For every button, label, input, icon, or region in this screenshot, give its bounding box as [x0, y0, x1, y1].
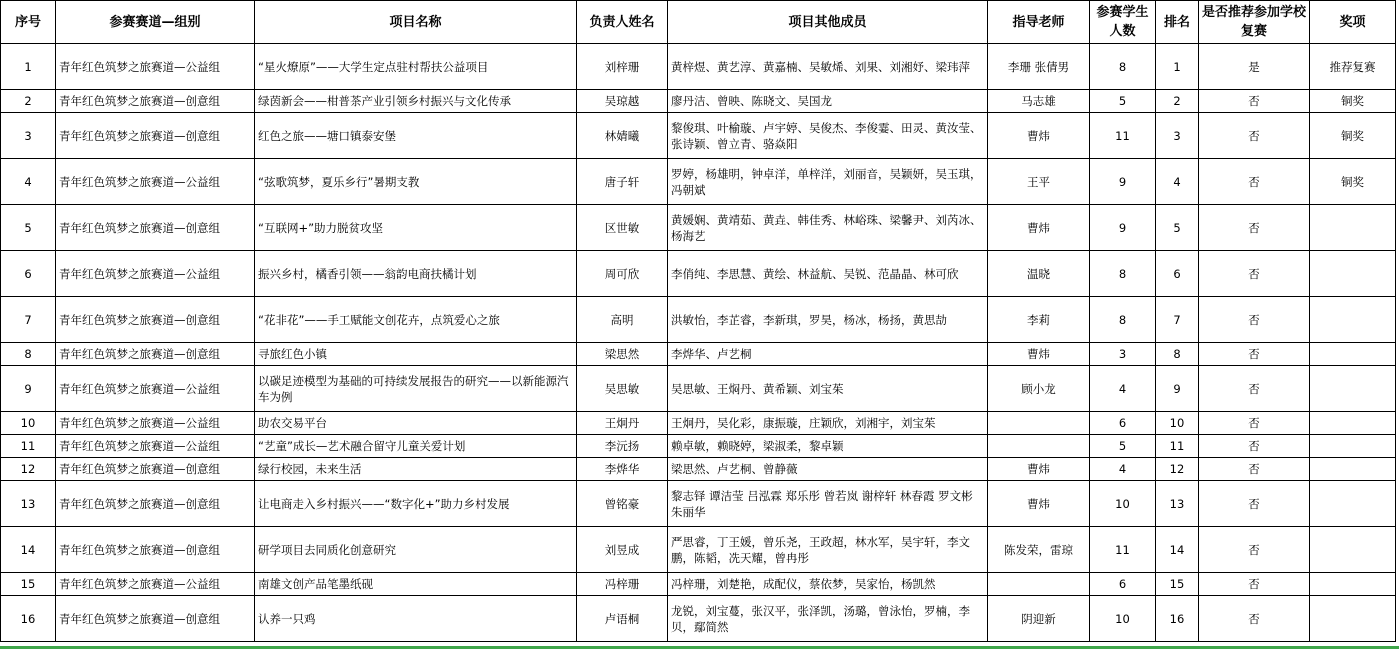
cell-rank[interactable]: 9 [1156, 366, 1199, 412]
cell-recommend[interactable]: 否 [1199, 251, 1310, 297]
cell-members[interactable]: 王炯丹，吴化彩，康振璇，庄颖欣，刘湘宇，刘宝茱 [668, 412, 988, 435]
cell-award[interactable]: 推荐复赛 [1310, 44, 1396, 90]
cell-track[interactable]: 青年红色筑梦之旅赛道—公益组 [56, 159, 255, 205]
cell-track[interactable]: 青年红色筑梦之旅赛道—公益组 [56, 44, 255, 90]
cell-track[interactable]: 青年红色筑梦之旅赛道—公益组 [56, 435, 255, 458]
cell-count[interactable]: 10 [1090, 481, 1156, 527]
table-row [1, 435, 1396, 458]
cell-project[interactable]: 红色之旅——塘口镇泰安堡 [255, 113, 577, 159]
cell-advisor[interactable]: 曹炜 [988, 113, 1090, 159]
cell-award[interactable] [1310, 343, 1396, 366]
cell-leader[interactable]: 刘昱成 [577, 527, 668, 573]
cell-count[interactable]: 9 [1090, 205, 1156, 251]
cell-advisor[interactable]: 李珊 张倩男 [988, 44, 1090, 90]
cell-leader[interactable]: 吴琼越 [577, 90, 668, 113]
table-row [1, 251, 1396, 297]
cell-advisor[interactable]: 曹炜 [988, 481, 1090, 527]
cell-count[interactable]: 4 [1090, 458, 1156, 481]
cell-count[interactable]: 10 [1090, 596, 1156, 642]
cell-leader[interactable]: 曾铭豪 [577, 481, 668, 527]
cell-recommend[interactable]: 否 [1199, 113, 1310, 159]
cell-leader[interactable]: 唐子轩 [577, 159, 668, 205]
cell-rank[interactable]: 3 [1156, 113, 1199, 159]
cell-members[interactable]: 黎志铎 谭洁莹 吕泓霖 郑乐彤 曾若岚 谢梓轩 林春霞 罗文彬 朱丽华 [668, 481, 988, 527]
cell-project[interactable]: 振兴乡村，橘香引领——翁韵电商扶橘计划 [255, 251, 577, 297]
cell-recommend[interactable]: 否 [1199, 573, 1310, 596]
cell-no[interactable]: 11 [1, 435, 56, 458]
cell-advisor[interactable]: 陈发荣，雷琼 [988, 527, 1090, 573]
cell-rank[interactable]: 4 [1156, 159, 1199, 205]
cell-track[interactable]: 青年红色筑梦之旅赛道—公益组 [56, 366, 255, 412]
header-award[interactable]: 奖项 [1310, 1, 1396, 44]
cell-rank[interactable]: 12 [1156, 458, 1199, 481]
cell-award[interactable] [1310, 573, 1396, 596]
cell-recommend[interactable]: 否 [1199, 481, 1310, 527]
cell-no[interactable]: 7 [1, 297, 56, 343]
cell-advisor[interactable]: 曹炜 [988, 458, 1090, 481]
cell-award[interactable] [1310, 458, 1396, 481]
cell-project[interactable]: “星火燎原”——大学生定点驻村帮扶公益项目 [255, 44, 577, 90]
cell-award[interactable] [1310, 297, 1396, 343]
header-members[interactable]: 项目其他成员 [668, 1, 988, 44]
cell-recommend[interactable]: 否 [1199, 412, 1310, 435]
cell-advisor[interactable] [988, 412, 1090, 435]
cell-count[interactable]: 3 [1090, 343, 1156, 366]
cell-rank[interactable]: 13 [1156, 481, 1199, 527]
table-row [1, 596, 1396, 642]
cell-no[interactable]: 16 [1, 596, 56, 642]
cell-no[interactable]: 6 [1, 251, 56, 297]
cell-recommend[interactable]: 否 [1199, 159, 1310, 205]
cell-no[interactable]: 14 [1, 527, 56, 573]
cell-members[interactable]: 李俏纯、李思慧、黄绘、林益航、吴锐、范晶晶、林可欣 [668, 251, 988, 297]
cell-award[interactable]: 铜奖 [1310, 159, 1396, 205]
cell-recommend[interactable]: 否 [1199, 366, 1310, 412]
header-recommend[interactable]: 是否推荐参加学校复赛 [1199, 1, 1310, 44]
cell-project[interactable]: 南雄文创产品笔墨纸砚 [255, 573, 577, 596]
table-row [1, 44, 1396, 90]
table-row [1, 481, 1396, 527]
table-row [1, 527, 1396, 573]
cell-count[interactable]: 11 [1090, 527, 1156, 573]
cell-advisor[interactable]: 顾小龙 [988, 366, 1090, 412]
cell-leader[interactable]: 区世敏 [577, 205, 668, 251]
header-project[interactable]: 项目名称 [255, 1, 577, 44]
cell-track[interactable]: 青年红色筑梦之旅赛道—创意组 [56, 481, 255, 527]
cell-members[interactable]: 吴思敏、王焖丹、黄希颖、刘宝茱 [668, 366, 988, 412]
cell-no[interactable]: 4 [1, 159, 56, 205]
cell-count[interactable]: 8 [1090, 297, 1156, 343]
cell-project[interactable]: “互联网+”助力脱贫攻坚 [255, 205, 577, 251]
table-row [1, 458, 1396, 481]
cell-award[interactable] [1310, 527, 1396, 573]
cell-leader[interactable]: 梁思然 [577, 343, 668, 366]
cell-count[interactable]: 9 [1090, 159, 1156, 205]
cell-rank[interactable]: 15 [1156, 573, 1199, 596]
cell-award[interactable] [1310, 205, 1396, 251]
cell-count[interactable]: 8 [1090, 251, 1156, 297]
cell-award[interactable] [1310, 366, 1396, 412]
cell-count[interactable]: 5 [1090, 90, 1156, 113]
cell-track[interactable]: 青年红色筑梦之旅赛道—公益组 [56, 573, 255, 596]
cell-track[interactable]: 青年红色筑梦之旅赛道—创意组 [56, 90, 255, 113]
cell-rank[interactable]: 6 [1156, 251, 1199, 297]
cell-rank[interactable]: 10 [1156, 412, 1199, 435]
header-advisor[interactable]: 指导老师 [988, 1, 1090, 44]
cell-recommend[interactable]: 是 [1199, 44, 1310, 90]
cell-no[interactable]: 2 [1, 90, 56, 113]
cell-advisor[interactable]: 曹炜 [988, 343, 1090, 366]
table-row [1, 412, 1396, 435]
cell-no[interactable]: 12 [1, 458, 56, 481]
cell-project[interactable]: “弦歌筑梦，夏乐乡行”暑期支教 [255, 159, 577, 205]
cell-recommend[interactable]: 否 [1199, 205, 1310, 251]
cell-leader[interactable]: 王炯丹 [577, 412, 668, 435]
cell-project[interactable]: 绿茵新会——柑普茶产业引领乡村振兴与文化传承 [255, 90, 577, 113]
cell-members[interactable]: 洪敏怡，李芷睿，李新琪，罗昊，杨冰，杨扬，黄思劼 [668, 297, 988, 343]
cell-rank[interactable]: 5 [1156, 205, 1199, 251]
cell-leader[interactable]: 刘梓珊 [577, 44, 668, 90]
table-row [1, 573, 1396, 596]
cell-rank[interactable]: 8 [1156, 343, 1199, 366]
cell-track[interactable]: 青年红色筑梦之旅赛道—创意组 [56, 596, 255, 642]
cell-count[interactable]: 8 [1090, 44, 1156, 90]
cell-leader[interactable]: 吴思敏 [577, 366, 668, 412]
cell-count[interactable]: 6 [1090, 573, 1156, 596]
cell-recommend[interactable]: 否 [1199, 596, 1310, 642]
cell-count[interactable]: 6 [1090, 412, 1156, 435]
cell-leader[interactable]: 高明 [577, 297, 668, 343]
cell-leader[interactable]: 周可欣 [577, 251, 668, 297]
header-track[interactable]: 参赛赛道—组别 [56, 1, 255, 44]
cell-recommend[interactable]: 否 [1199, 297, 1310, 343]
table-row [1, 90, 1396, 113]
cell-no[interactable]: 15 [1, 573, 56, 596]
cell-members[interactable]: 赖卓敏，赖晓婷，梁淑柔，黎卓颖 [668, 435, 988, 458]
cell-advisor[interactable] [988, 573, 1090, 596]
cell-recommend[interactable]: 否 [1199, 527, 1310, 573]
table-row [1, 343, 1396, 366]
cell-advisor[interactable]: 李莉 [988, 297, 1090, 343]
cell-leader[interactable]: 李沅扬 [577, 435, 668, 458]
cell-no[interactable]: 9 [1, 366, 56, 412]
cell-rank[interactable]: 16 [1156, 596, 1199, 642]
cell-award[interactable] [1310, 412, 1396, 435]
cell-track[interactable]: 青年红色筑梦之旅赛道—创意组 [56, 297, 255, 343]
cell-no[interactable]: 10 [1, 412, 56, 435]
cell-recommend[interactable]: 否 [1199, 458, 1310, 481]
header-count[interactable]: 参赛学生人数 [1090, 1, 1156, 44]
cell-no[interactable]: 3 [1, 113, 56, 159]
cell-advisor[interactable]: 阴迎新 [988, 596, 1090, 642]
cell-leader[interactable]: 林婧曦 [577, 113, 668, 159]
table-row [1, 366, 1396, 412]
cell-project[interactable]: 寻旅红色小镇 [255, 343, 577, 366]
cell-rank[interactable]: 11 [1156, 435, 1199, 458]
cell-track[interactable]: 青年红色筑梦之旅赛道—创意组 [56, 343, 255, 366]
cell-project[interactable]: 绿行校园，未来生活 [255, 458, 577, 481]
cell-rank[interactable]: 1 [1156, 44, 1199, 90]
cell-award[interactable]: 铜奖 [1310, 113, 1396, 159]
table-row [1, 113, 1396, 159]
cell-rank[interactable]: 2 [1156, 90, 1199, 113]
cell-no[interactable]: 13 [1, 481, 56, 527]
cell-members[interactable]: 梁思然、卢艺桐、曾静薇 [668, 458, 988, 481]
cell-recommend[interactable]: 否 [1199, 343, 1310, 366]
cell-advisor[interactable]: 王平 [988, 159, 1090, 205]
cell-award[interactable]: 铜奖 [1310, 90, 1396, 113]
header-row [1, 1, 1396, 44]
cell-members[interactable]: 李烨华、卢艺桐 [668, 343, 988, 366]
cell-no[interactable]: 8 [1, 343, 56, 366]
cell-members[interactable]: 廖丹洁、曾映、陈晓文、吴国龙 [668, 90, 988, 113]
cell-award[interactable] [1310, 251, 1396, 297]
cell-track[interactable]: 青年红色筑梦之旅赛道—公益组 [56, 412, 255, 435]
cell-members[interactable]: 黄梓煜、黄艺淳、黄嘉楠、吴敏烯、刘果、刘湘妤、梁玮萍 [668, 44, 988, 90]
cell-count[interactable]: 4 [1090, 366, 1156, 412]
cell-members[interactable]: 黎俊琪、叶榆璇、卢宇婷、吴俊杰、李俊霎、田灵、黄汝莹、张诗颖、曾立青、骆焱阳 [668, 113, 988, 159]
cell-project[interactable]: “花非花”——手工赋能文创花卉，点筑爱心之旅 [255, 297, 577, 343]
header-no[interactable]: 序号 [1, 1, 56, 44]
cell-advisor[interactable] [988, 435, 1090, 458]
cell-advisor[interactable]: 温晓 [988, 251, 1090, 297]
cell-no[interactable]: 1 [1, 44, 56, 90]
cell-rank[interactable]: 7 [1156, 297, 1199, 343]
cell-members[interactable]: 严思睿，丁王媛，曾乐尧，王政超，林水军，吴宇轩，李文鹏，陈韬，冼天耀，曾冉彤 [668, 527, 988, 573]
cell-members[interactable]: 黄媛娴、黄靖茹、黄垚、韩佳秀、林峪珠、梁馨尹、刘芮冰、杨海艺 [668, 205, 988, 251]
cell-no[interactable]: 5 [1, 205, 56, 251]
cell-track[interactable]: 青年红色筑梦之旅赛道—创意组 [56, 458, 255, 481]
cell-project[interactable]: “艺童”成长—艺术融合留守儿童关爱计划 [255, 435, 577, 458]
cell-track[interactable]: 青年红色筑梦之旅赛道—创意组 [56, 113, 255, 159]
cell-project[interactable]: 认养一只鸡 [255, 596, 577, 642]
cell-track[interactable]: 青年红色筑梦之旅赛道—创意组 [56, 527, 255, 573]
cell-rank[interactable]: 14 [1156, 527, 1199, 573]
cell-project[interactable]: 研学项目去同质化创意研究 [255, 527, 577, 573]
header-rank[interactable]: 排名 [1156, 1, 1199, 44]
cell-project[interactable]: 助农交易平台 [255, 412, 577, 435]
cell-members[interactable]: 冯梓珊，刘楚艳，成配仪，蔡依梦，吴家怡，杨凯然 [668, 573, 988, 596]
cell-recommend[interactable]: 否 [1199, 435, 1310, 458]
cell-members[interactable]: 龙锐，刘宝蔓，张汉平，张泽凯，汤璐，曾泳怡，罗楠，李贝，鄢简然 [668, 596, 988, 642]
table-row [1, 159, 1396, 205]
cell-leader[interactable]: 李烨华 [577, 458, 668, 481]
cell-recommend[interactable]: 否 [1199, 90, 1310, 113]
cell-advisor[interactable]: 马志雄 [988, 90, 1090, 113]
cell-count[interactable]: 5 [1090, 435, 1156, 458]
cell-track[interactable]: 青年红色筑梦之旅赛道—公益组 [56, 251, 255, 297]
table-row [1, 205, 1396, 251]
cell-leader[interactable]: 卢语桐 [577, 596, 668, 642]
table-row [1, 297, 1396, 343]
cell-track[interactable]: 青年红色筑梦之旅赛道—创意组 [56, 205, 255, 251]
cell-advisor[interactable]: 曹炜 [988, 205, 1090, 251]
cell-award[interactable] [1310, 596, 1396, 642]
cell-award[interactable] [1310, 435, 1396, 458]
cell-leader[interactable]: 冯梓珊 [577, 573, 668, 596]
cell-award[interactable] [1310, 481, 1396, 527]
header-leader[interactable]: 负责人姓名 [577, 1, 668, 44]
cell-members[interactable]: 罗婷，杨雄明，钟卓洋，单梓洋，刘丽音，吴颖妍，吴玉琪，冯朝斌 [668, 159, 988, 205]
cell-count[interactable]: 11 [1090, 113, 1156, 159]
cell-project[interactable]: 以碳足迹模型为基础的可持续发展报告的研究——以新能源汽车为例 [255, 366, 577, 412]
cell-project[interactable]: 让电商走入乡村振兴——“数字化+”助力乡村发展 [255, 481, 577, 527]
